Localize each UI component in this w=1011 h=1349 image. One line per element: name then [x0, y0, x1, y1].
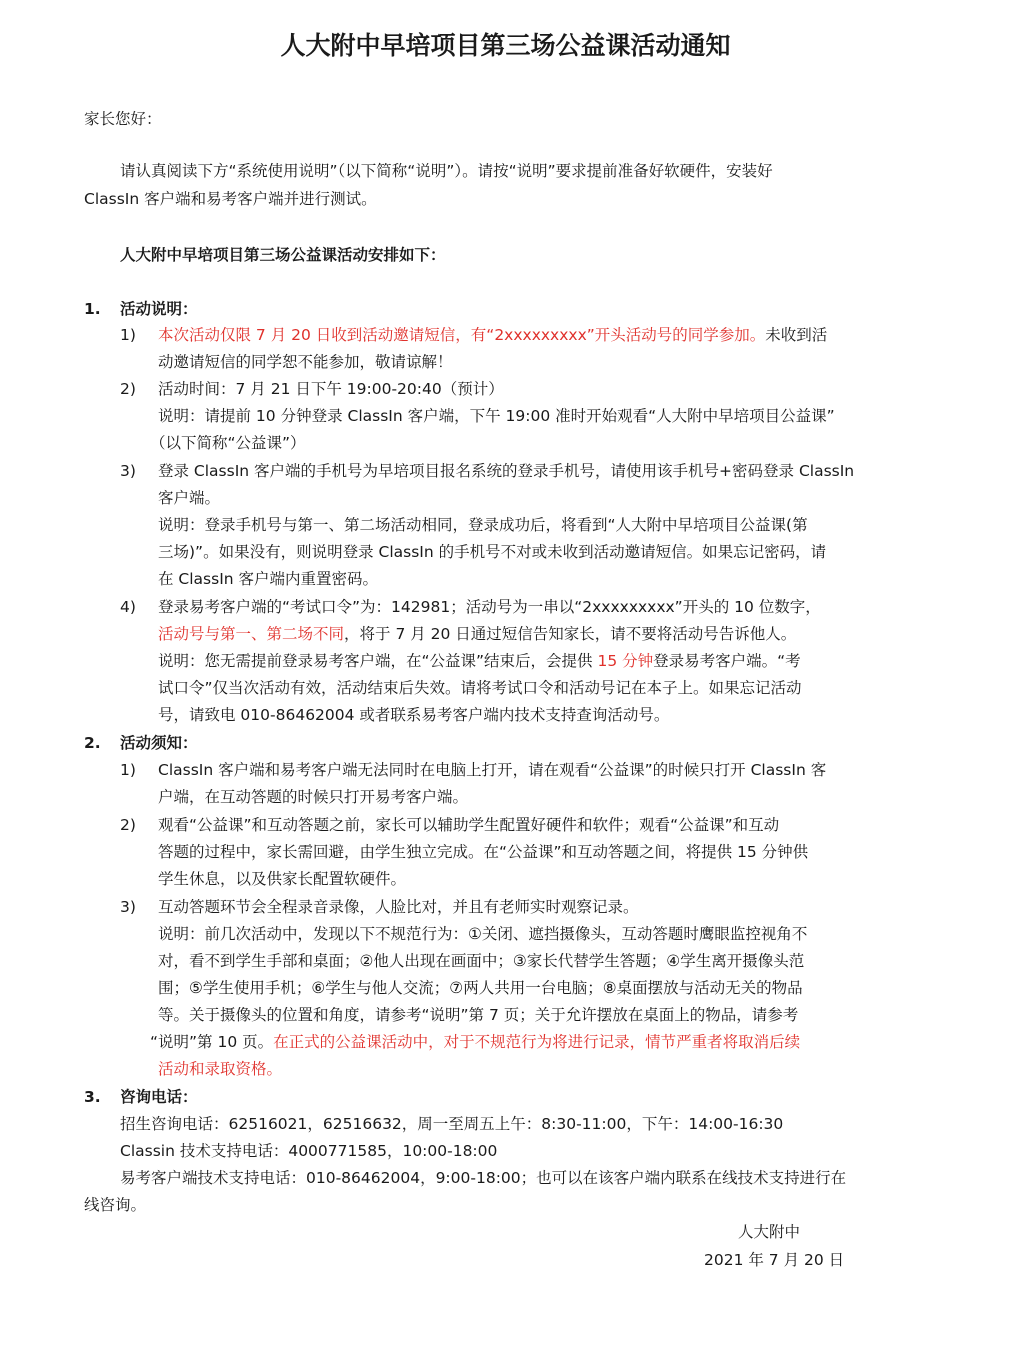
s1-item-3-line-2: 客户端。 — [158, 489, 221, 507]
s2-item-3-number: 3) — [120, 898, 136, 916]
contact-exam-client-line: 易考客户端技术支持电话：010-86462004，9:00-18:00；也可以在该客户端内联系在线技术支持进行在 — [120, 1169, 847, 1187]
s1-item-2-line-1: 活动时间：7 月 21 日下午 19:00-20:40（预计） — [158, 380, 504, 398]
s1-item-3-line-1: 登录 ClassIn 客户端的手机号为早培项目报名系统的登录手机号，请使用该手机号+密码登录 ClassIn — [158, 462, 855, 480]
contact-exam-client-line-2: 线咨询。 — [84, 1196, 147, 1214]
document-title: 人大附中早培项目第三场公益课活动通知 — [280, 31, 731, 60]
s1-item-3-line-4: 三场)”。如果没有，则说明登录 ClassIn 的手机号不对或未收到活动邀请短信。如果忘记密码，请 — [158, 543, 827, 561]
section-3-number: 3. — [84, 1088, 101, 1106]
section-3-heading: 咨询电话： — [120, 1088, 198, 1106]
s2-item-3-line-5: 等。关于摄像头的位置和角度，请参考“说明”第 7 页；关于允许摆放在桌面上的物品，请参考 — [158, 1006, 799, 1024]
contact-classin-line: Classin 技术支持电话：4000771585，10:00-18:00 — [120, 1142, 498, 1160]
section-2-number: 2. — [84, 734, 101, 752]
s1-item-3-line-5: 在 ClassIn 客户端内重置密码。 — [158, 570, 379, 588]
s2-item-3-line-4: 围；⑤学生使用手机；⑥学生与他人交流；⑦两人共用一台电脑；⑧桌面摆放与活动无关的物品 — [158, 979, 803, 997]
s1-item-1-line-1 — [158, 322, 827, 349]
s1-item-4-red-duration: 15 分钟 — [597, 652, 654, 670]
s2-item-1-line-2: 户端，在互动答题的时候只打开易考客户端。 — [158, 788, 469, 806]
s2-item-2-line-2: 答题的过程中，家长需回避，由学生独立完成。在“公益课”和互动答题之间，将提供 15 分钟供 — [158, 843, 809, 861]
s1-item-1-line-2: 动邀请短信的同学恕不能参加，敬请谅解！ — [158, 353, 453, 371]
s1-item-4-note-b: 登录易考客户端。“考 — [653, 652, 801, 670]
s1-item-4-line-2 — [158, 621, 796, 648]
s2-item-3-line-2: 说明：前几次活动中，发现以下不规范行为：①关闭、遮挡摄像头，互动答题时鹰眼监控视角不 — [158, 925, 808, 943]
arrangement-heading: 人大附中早培项目第三场公益课活动安排如下： — [120, 246, 446, 264]
s2-item-3-red-warning: 在正式的公益课活动中，对于不规范行为将进行记录，情节严重者将取消后续 — [273, 1033, 801, 1051]
signature-date: 2021 年 7 月 20 日 — [704, 1251, 845, 1269]
intro-line-2: ClassIn 客户端和易考客户端并进行测试。 — [84, 190, 377, 208]
greeting: 家长您好： — [84, 110, 162, 128]
s2-item-3-line-6 — [150, 1029, 800, 1056]
s2-item-1-number: 1) — [120, 761, 136, 779]
s2-item-2-line-1: 观看“公益课”和互动答题之前，家长可以辅助学生配置好硬件和软件；观看“公益课”和互动 — [158, 816, 780, 834]
s1-item-3-line-3: 说明：登录手机号与第一、第二场活动相同，登录成功后，将看到“人大附中早培项目公益课(第 — [158, 516, 808, 534]
s2-item-1-line-1: ClassIn 客户端和易考客户端无法同时在电脑上打开，请在观看“公益课”的时候只打开 ClassIn 客 — [158, 761, 827, 779]
s1-item-2-line-3: （以下简称“公益课”） — [150, 434, 306, 452]
s1-item-2-number: 2) — [120, 380, 136, 398]
s2-item-2-line-3: 学生休息，以及供家长配置软硬件。 — [158, 870, 407, 888]
section-1-heading: 活动说明： — [120, 300, 198, 318]
s1-item-4-line-4: 试口令”仅当次活动有效，活动结束后失效。请将考试口令和活动号记在本子上。如果忘记活动 — [158, 679, 802, 697]
s2-item-3-line-3: 对，看不到学生手部和桌面；②他人出现在画面中；③家长代替学生答题；④学生离开摄像头范 — [158, 952, 805, 970]
signature-org: 人大附中 — [738, 1223, 801, 1241]
intro-line-1: 请认真阅读下方“系统使用说明”（以下简称“说明”）。请按“说明”要求提前准备好软硬件，安装好 — [120, 162, 773, 180]
s1-item-3-number: 3) — [120, 462, 136, 480]
s1-item-1-red-text: 本次活动仅限 7 月 20 日收到活动邀请短信，有“2xxxxxxxxx”开头活动号的同学参加。 — [158, 326, 766, 344]
s2-item-3-line-1: 互动答题环节会全程录音录像，人脸比对，并且有老师实时观察记录。 — [158, 898, 639, 916]
s1-item-4-red-text: 活动号与第一、第二场不同 — [158, 625, 345, 643]
section-1-number: 1. — [84, 300, 101, 318]
s1-item-1-number: 1) — [120, 326, 136, 344]
s1-item-4-line-3 — [158, 648, 801, 675]
s2-item-2-number: 2) — [120, 816, 136, 834]
contact-admission-line: 招生咨询电话：62516021，62516632，周一至周五上午：8:30-11:00，下午：14:00-16:30 — [120, 1115, 784, 1133]
s2-item-3-note-end: “说明”第 10 页。 — [150, 1033, 274, 1051]
s1-item-4-rest-text: ，将于 7 月 20 日通过短信告知家长，请不要将活动号告诉他人。 — [344, 625, 797, 643]
s1-item-1-rest-text: 未收到活 — [765, 326, 828, 344]
s1-item-4-line-1: 登录易考客户端的“考试口令”为：142981；活动号为一串以“2xxxxxxxxx”开头的 10 位数字， — [158, 598, 821, 616]
section-2-heading: 活动须知： — [120, 734, 198, 752]
s1-item-4-line-5: 号，请致电 010-86462004 或者联系易考客户端内技术支持查询活动号。 — [158, 706, 670, 724]
s1-item-4-note-a: 说明：您无需提前登录易考客户端，在“公益课”结束后，会提供 — [158, 652, 598, 670]
s2-item-3-line-7: 活动和录取资格。 — [158, 1060, 283, 1078]
s1-item-4-number: 4) — [120, 598, 136, 616]
s1-item-2-line-2: 说明：请提前 10 分钟登录 ClassIn 客户端，下午 19:00 准时开始观看“人大附中早培项目公益课” — [158, 407, 835, 425]
